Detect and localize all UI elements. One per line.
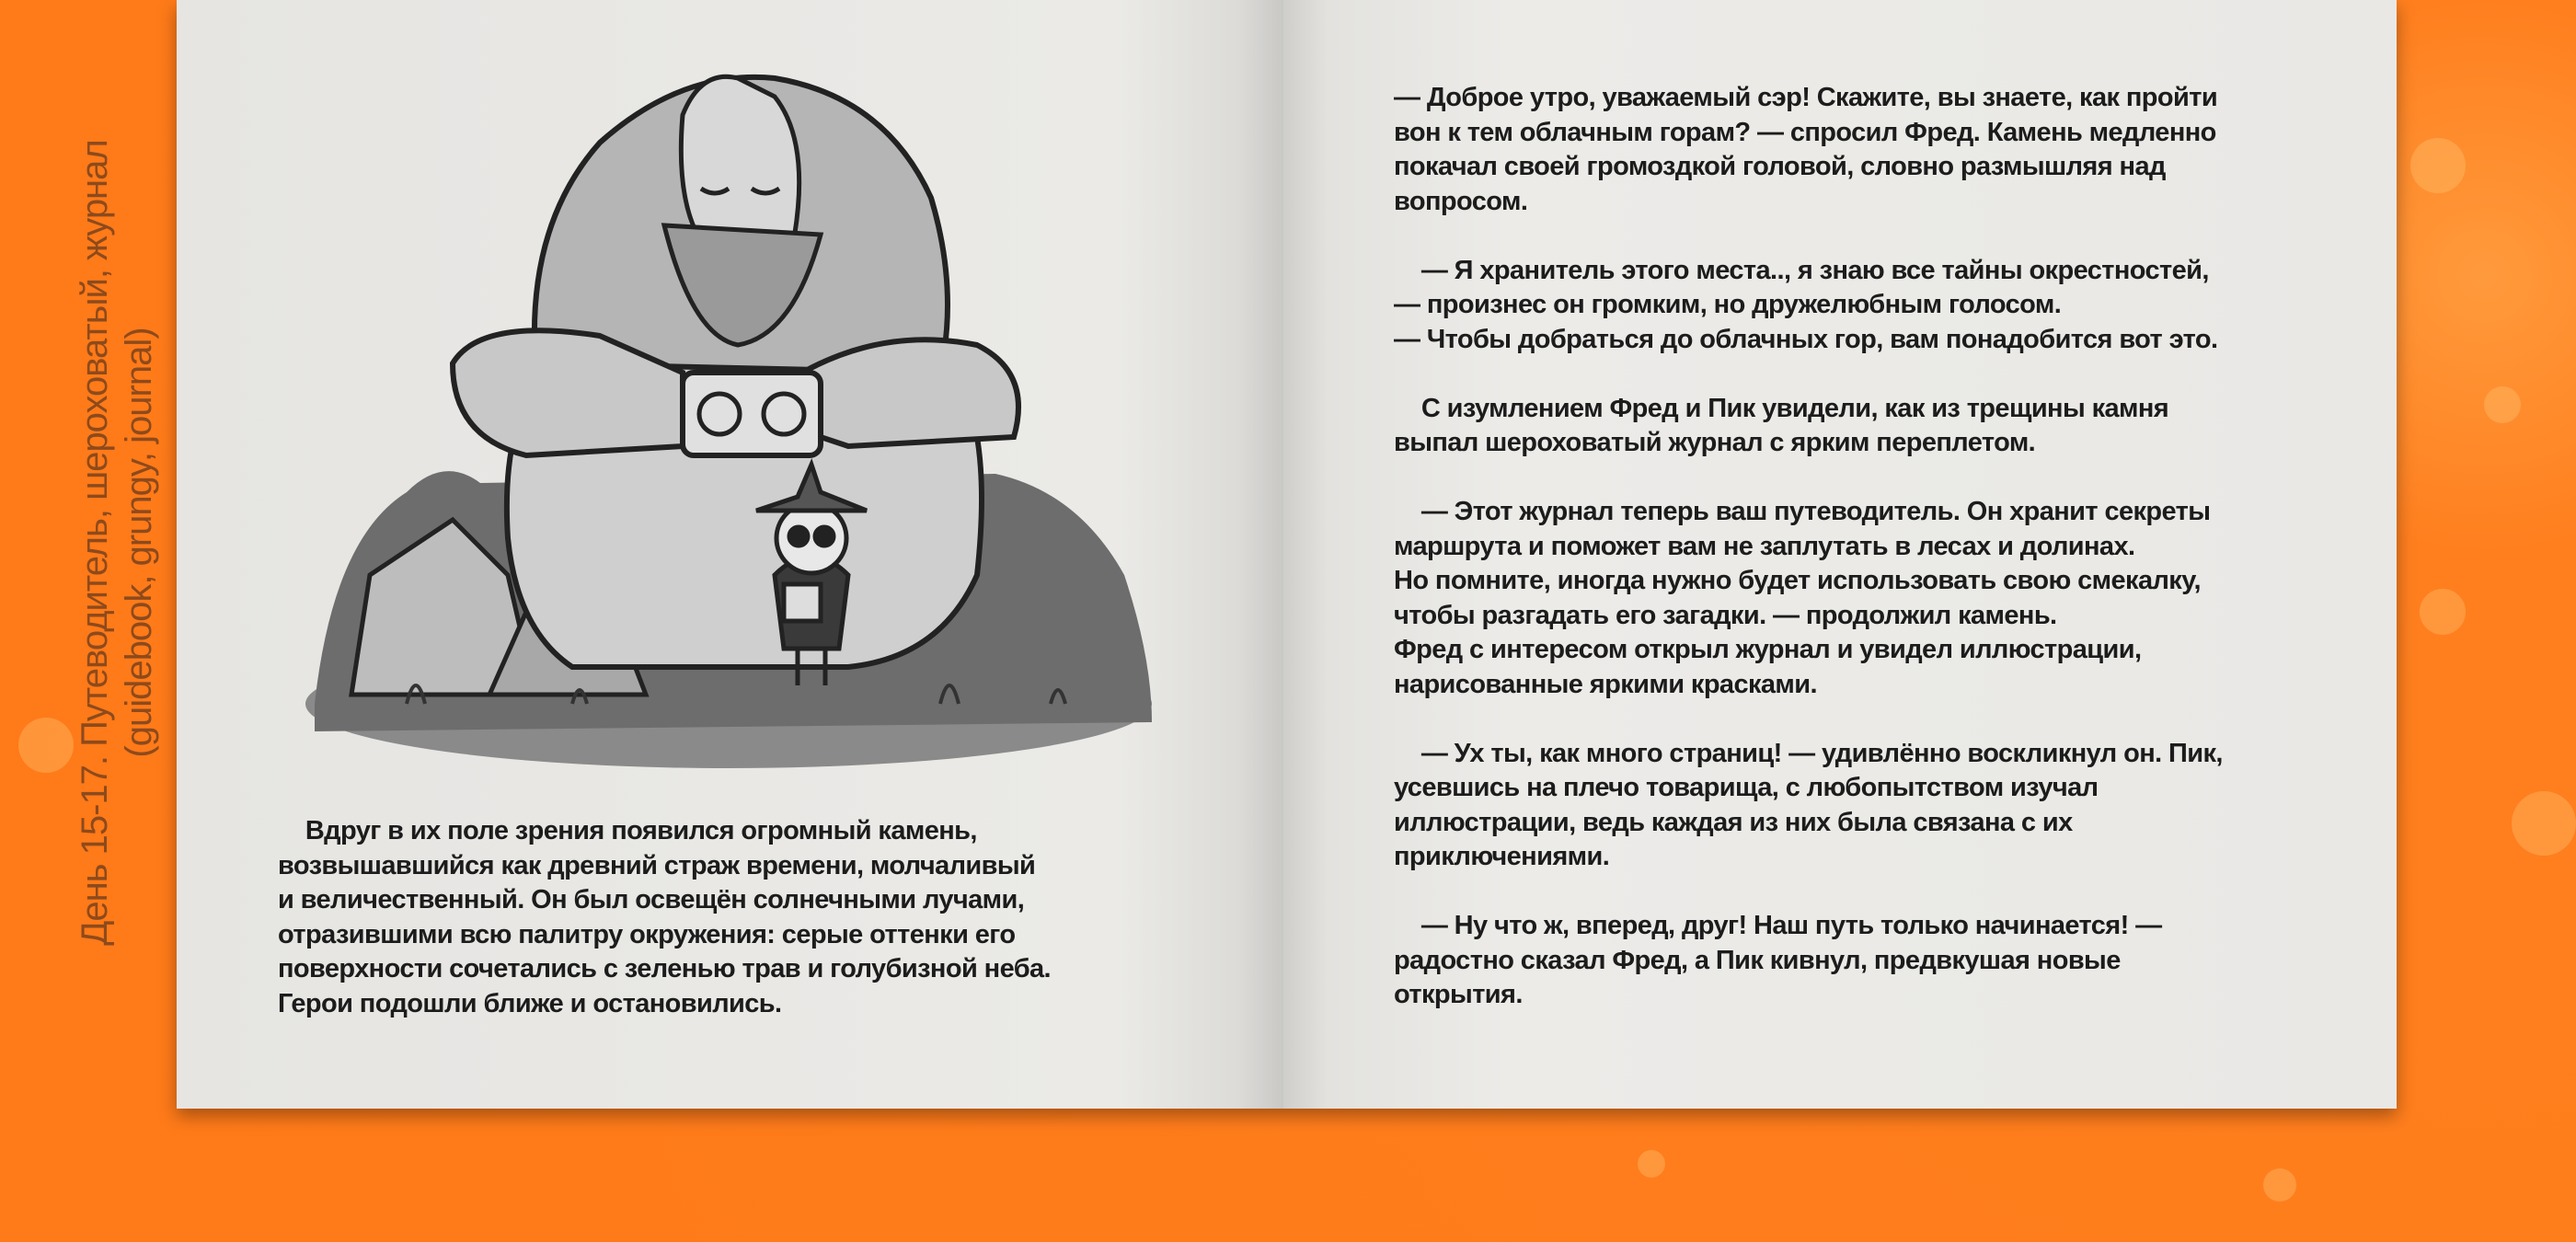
text-line: вопросом. <box>1394 186 1528 216</box>
bokeh-light <box>2420 589 2466 635</box>
text-line: маршрута и поможет вам не заплутать в лесах и долинах. <box>1394 531 2135 561</box>
text-line: открытия. <box>1394 980 1523 1009</box>
bokeh-light <box>2410 138 2466 193</box>
text-line: Фред с интересом открыл журнал и увидел иллюстрации, <box>1394 635 2142 664</box>
bokeh-light <box>2512 791 2576 856</box>
text-line: — Ну что ж, вперед, друг! Наш путь только начинается! — <box>1394 911 2162 940</box>
text-line: усевшись на плечо товарища, с любопытством изучал <box>1394 773 2099 802</box>
blank-line <box>1394 461 2223 496</box>
left-page-text <box>278 814 1051 1021</box>
text-line: Вдруг в их поле зрения появился огромный камень, <box>278 816 977 845</box>
left-page <box>177 0 1283 1109</box>
blank-line <box>1394 357 2223 392</box>
text-line: Герои подошли ближе и остановились. <box>278 988 782 1018</box>
text-line: — Доброе утро, уважаемый сэр! Скажите, вы знаете, как пройти <box>1394 83 2218 112</box>
side-title-main: День 15-17. Путеводитель, шероховатый, журнал <box>75 140 115 946</box>
stone-guardian-illustration <box>296 60 1170 777</box>
bokeh-light <box>1638 1150 1665 1178</box>
blank-line <box>1394 219 2223 254</box>
open-book <box>177 0 2397 1109</box>
text-line: — Я хранитель этого места.., я знаю все тайны окрестностей, <box>1394 255 2209 285</box>
text-line: иллюстрации, ведь каждая из них была связана с их <box>1394 807 2073 837</box>
text-line: нарисованные яркими красками. <box>1394 669 1817 699</box>
text-line: приключениями. <box>1394 842 1610 871</box>
text-line: — Этот журнал теперь ваш путеводитель. Он хранит секреты <box>1394 497 2211 526</box>
text-line: и величественный. Он был освещён солнечными лучами, <box>278 885 1025 914</box>
right-page <box>1283 0 2397 1109</box>
text-line: С изумлением Фред и Пик увидели, как из трещины камня <box>1394 393 2169 423</box>
text-line: покачал своей громоздкой головой, словно размышляя над <box>1394 152 2166 181</box>
text-line: отразившими всю палитру окружения: серые оттенки его <box>278 919 1016 949</box>
side-title <box>48 78 186 1007</box>
text-line: — Ух ты, как много страниц! — удивлённо воскликнул он. Пик, <box>1394 738 2223 768</box>
text-line: Но помните, иногда нужно будет использовать свою смекалку, <box>1394 566 2202 595</box>
blank-line <box>1394 875 2223 910</box>
text-line: — Чтобы добраться до облачных гор, вам понадобится вот это. <box>1394 324 2218 354</box>
text-line: радостно сказал Фред, а Пик кивнул, предвкушая новые <box>1394 945 2121 975</box>
bokeh-light <box>2484 386 2521 423</box>
text-line: возвышавшийся как древний страж времени, молчаливый <box>278 850 1036 880</box>
text-line: выпал шероховатый журнал с ярким переплетом. <box>1394 428 2036 457</box>
side-title-sub: (guidebook, grungy, journal) <box>119 328 159 758</box>
bokeh-light <box>2263 1168 2296 1202</box>
blank-line <box>1394 702 2223 737</box>
text-line: — произнес он громким, но дружелюбным голосом. <box>1394 290 2062 319</box>
right-page-text <box>1394 81 2223 1013</box>
text-line: поверхности сочетались с зеленью трав и голубизной неба. <box>278 954 1052 983</box>
text-line: вон к тем облачным горам? — спросил Фред. Камень медленно <box>1394 117 2216 147</box>
text-line: чтобы разгадать его загадки. — продолжил камень. <box>1394 600 2057 630</box>
